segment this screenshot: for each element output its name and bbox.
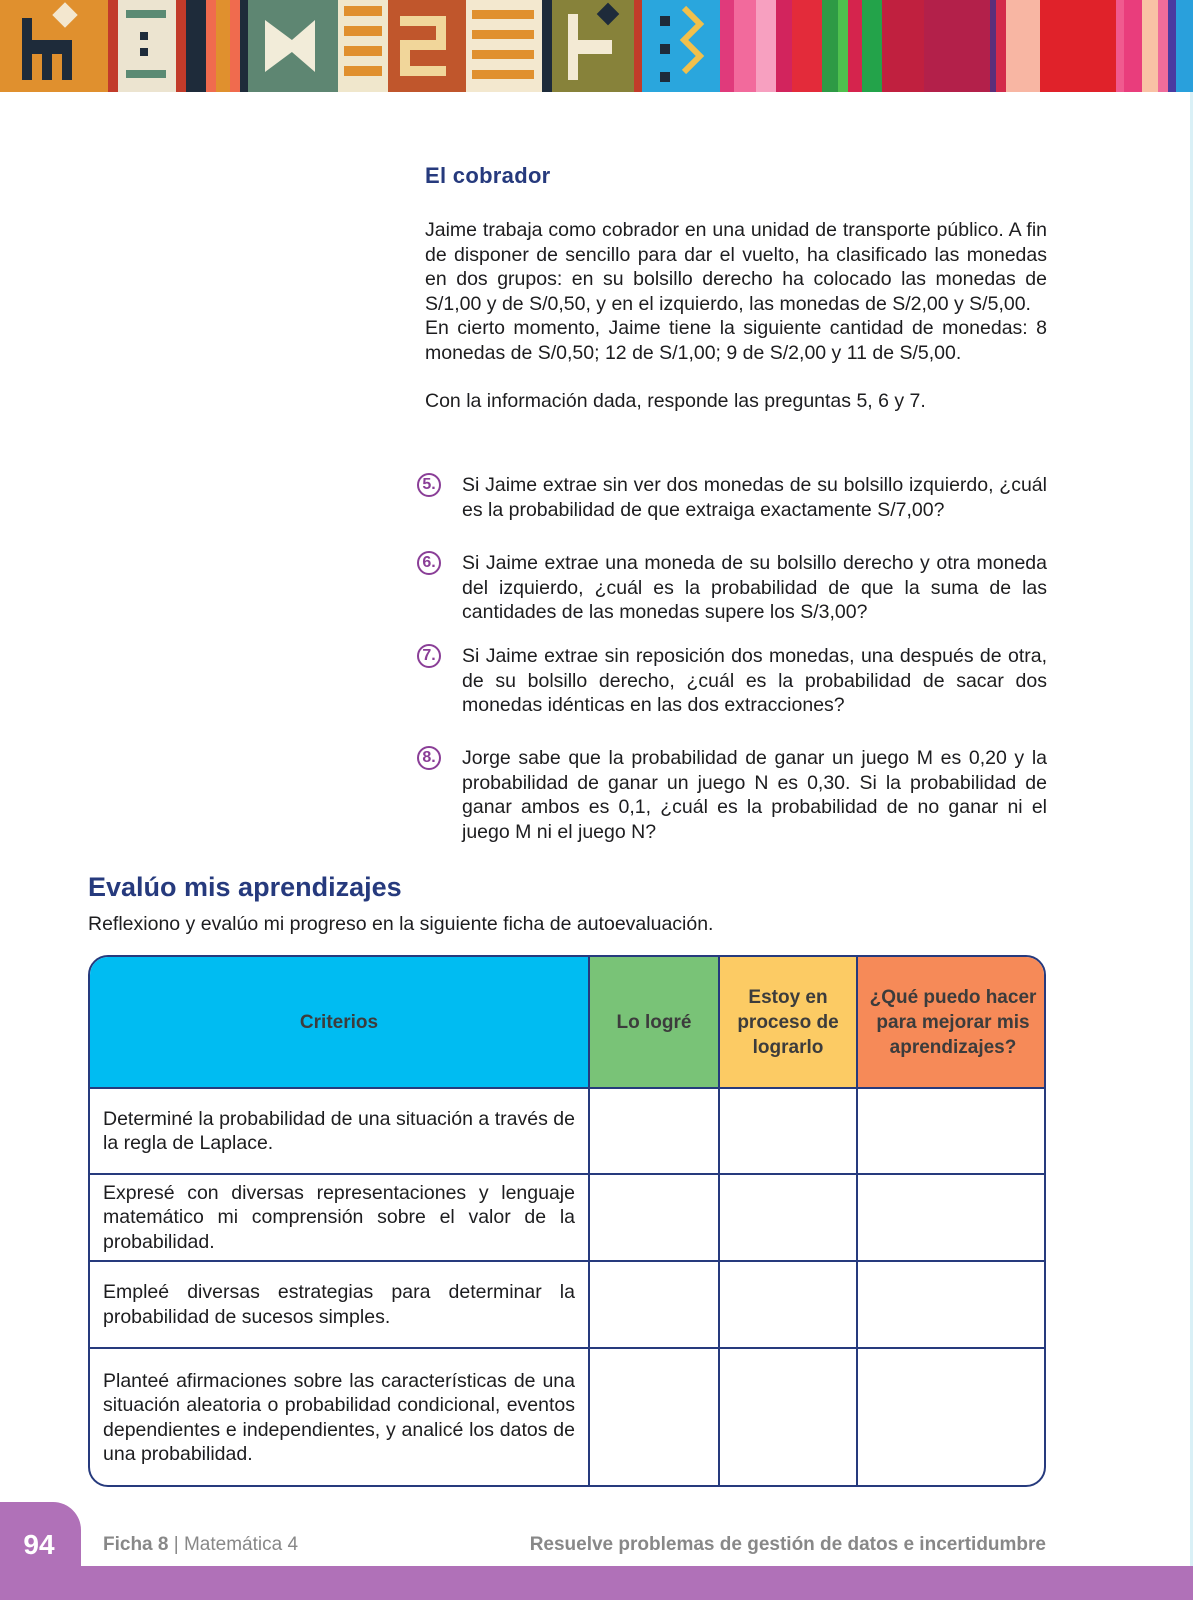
mejorar-cell[interactable] (857, 1261, 1046, 1348)
question-8 (417, 746, 1047, 844)
question-text: Si Jaime extrae sin ver dos monedas de su bolsillo izquierdo, ¿cuál es la probabilidad de que extraiga exactamente S/7,00? (462, 474, 1047, 521)
lo-logre-cell[interactable] (589, 1348, 719, 1486)
intro-instruction: Con la información dada, responde las preguntas 5, 6 y 7. (425, 390, 926, 412)
header-en-proceso: Estoy en proceso de lograrlo (719, 957, 857, 1088)
question-text: Jorge sabe que la probabilidad de ganar un juego M es 0,20 y la probabilidad de ganar un juego N es 0,30. Si la probabilidad de ganar ambos es 0,1, ¿cuál es la probabilidad de no ganar ni el juego M ni el juego N? (462, 747, 1047, 843)
question-7 (417, 644, 1047, 718)
en-proceso-cell[interactable] (719, 1174, 857, 1261)
mejorar-cell[interactable] (857, 1348, 1046, 1486)
intro-paragraph-1: Jaime trabaja como cobrador en una unidad de transporte público. A fin de disponer de sencillo para dar el vuelto, ha clasificado las monedas en dos grupos: en su bolsillo derecho ha colocado las monedas de S/1,00 y de S/0,50, y en el izquierdo, las monedas de S/2,00 y S/5,00. (425, 219, 1047, 315)
question-text: Si Jaime extrae una moneda de su bolsillo derecho y otra moneda del izquierdo, ¿cuál es la probabilidad de que la suma de las cantidades de las monedas supere los S/3,00? (462, 552, 1047, 623)
textile-pattern-graphic (0, 0, 1193, 92)
en-proceso-cell[interactable] (719, 1088, 857, 1174)
en-proceso-cell[interactable] (719, 1261, 857, 1348)
question-6 (417, 551, 1047, 625)
en-proceso-cell[interactable] (719, 1348, 857, 1486)
footer-topic: Resuelve problemas de gestión de datos e incertidumbre (529, 1534, 1046, 1555)
question-5 (417, 473, 1047, 522)
lo-logre-cell[interactable] (589, 1174, 719, 1261)
question-text: Si Jaime extrae sin reposición dos monedas, una después de otra, de su bolsillo derecho, ¿cuál es la probabilidad de sacar dos monedas idénticas en las dos extracciones? (462, 645, 1047, 716)
intro-paragraph-2: En cierto momento, Jaime tiene la siguiente cantidad de monedas: 8 monedas de S/0,50; 12 de S/1,00; 9 de S/2,00 y 11 de S/5,00. (425, 317, 1047, 364)
decorative-textile-banner (0, 0, 1193, 92)
page-number: 94 (23, 1529, 55, 1560)
criterion-cell: Expresé con diversas representaciones y lenguaje matemático mi comprensión sobre el valor de la probabilidad. (90, 1174, 589, 1261)
question-number-badge: 6. (417, 551, 441, 575)
question-number-badge: 8. (417, 746, 441, 770)
mejorar-cell[interactable] (857, 1174, 1046, 1261)
footer-subject: Matemática 4 (183, 1534, 299, 1555)
criterion-cell: Planteé afirmaciones sobre las características de una situación aleatoria o probabilidad condicional, eventos dependientes e independientes, y analicé los datos de una probabilidad. (90, 1348, 589, 1486)
mejorar-cell[interactable] (857, 1088, 1046, 1174)
header-lo-logre: Lo logré (589, 957, 719, 1088)
footer-bar (0, 1566, 1193, 1600)
section-title: El cobrador (425, 163, 551, 188)
table-row (90, 1174, 1046, 1261)
evaluation-subtitle: Reflexiono y evalúo mi progreso en la siguiente ficha de autoevaluación. (88, 913, 714, 935)
question-number-badge: 7. (417, 644, 441, 668)
footer-separator: | (168, 1534, 184, 1555)
table-header-row (90, 957, 1046, 1088)
question-number-badge: 5. (417, 473, 441, 497)
lo-logre-cell[interactable] (589, 1261, 719, 1348)
self-assessment-table (88, 955, 1046, 1487)
header-criterios: Criterios (90, 957, 589, 1088)
intro-text (425, 218, 1047, 414)
table-row (90, 1348, 1046, 1486)
header-mejorar: ¿Qué puedo hacer para mejorar mis aprendizajes? (857, 957, 1046, 1088)
footer-ficha: Ficha 8 (103, 1534, 169, 1555)
lo-logre-cell[interactable] (589, 1088, 719, 1174)
criterion-cell: Determiné la probabilidad de una situación a través de la regla de Laplace. (90, 1088, 589, 1174)
evaluation-title: Evalúo mis aprendizajes (88, 872, 402, 902)
criterion-cell: Empleé diversas estrategias para determinar la probabilidad de sucesos simples. (90, 1261, 589, 1348)
table-row (90, 1088, 1046, 1174)
table-row (90, 1261, 1046, 1348)
footer-worksheet-label (103, 1534, 298, 1556)
